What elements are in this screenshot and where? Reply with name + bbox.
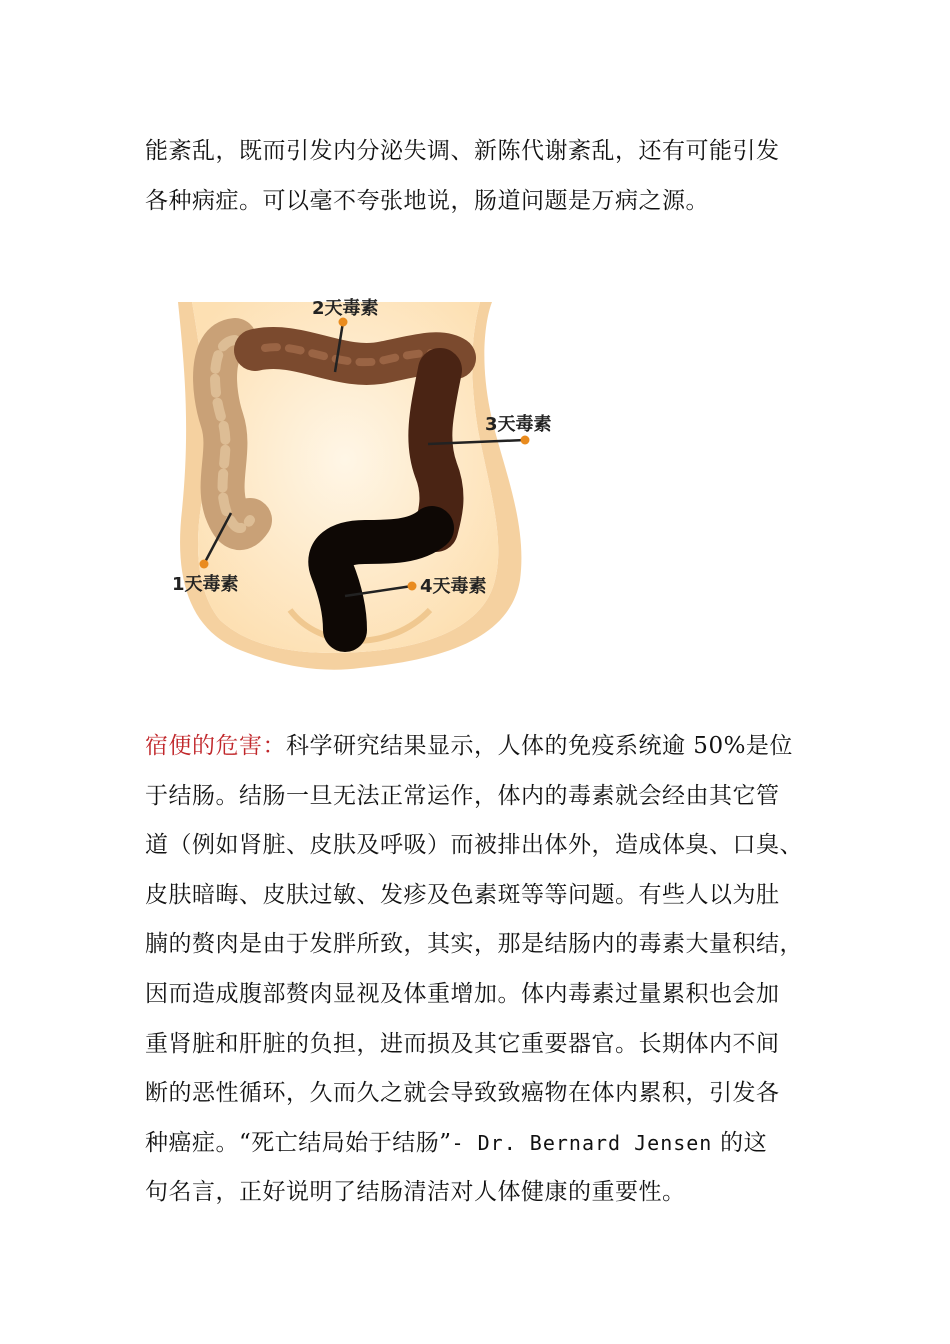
harm-line-5: 腩的赘肉是由于发胖所致，其实，那是结肠内的毒素大量积结， (145, 931, 803, 958)
harm-line-8: 断的恶性循环，久而久之就会导致致癌物在体内累积，引发各 (145, 1080, 780, 1107)
descending-colon (430, 370, 441, 530)
harm-line-9-pre: 种癌症。“死亡结局始于结肠” (145, 1129, 452, 1156)
harm-line-1-text: 科学研究结果显示，人体的免疫系统逾 50%是位 (286, 733, 793, 759)
harm-line-6: 因而造成腹部赘肉显视及体重增加。体内毒素过量累积也会加 (145, 980, 780, 1007)
harm-line-3: 道（例如肾脏、皮肤及呼吸）而被排出体外，造成体臭、口臭、 (145, 832, 803, 859)
harm-line-4: 皮肤暗晦、皮肤过敏、发疹及色素斑等等问题。有些人以为肚 (145, 881, 780, 908)
label-day-4: 4天毒素 (420, 576, 487, 597)
harm-line-7: 重肾脏和肝脏的负担，进而损及其它重要器官。长期体内不间 (145, 1030, 780, 1057)
harm-line-9-post: 的这 (712, 1129, 768, 1156)
harm-heading: 宿便的危害： (145, 733, 286, 759)
quote-attribution: - Dr. Bernard Jensen (451, 1130, 713, 1155)
label-day-1: 1天毒素 (172, 574, 239, 595)
label-day-3: 3天毒素 (485, 414, 552, 435)
harm-line-1 (145, 722, 815, 772)
harm-line-9 (145, 1119, 815, 1169)
harm-paragraph (145, 722, 815, 1218)
label-day-2: 2天毒素 (312, 298, 379, 319)
harm-line-10: 句名言，正好说明了结肠清洁对人体健康的重要性。 (145, 1179, 686, 1206)
intro-line-1: 能紊乱，既而引发内分泌失调、新陈代谢紊乱，还有可能引发 (145, 138, 780, 164)
colon-toxin-diagram (140, 280, 570, 680)
intro-line-2: 各种病症。可以毫不夸张地说，肠道问题是万病之源。 (145, 187, 709, 214)
intro-paragraph (145, 127, 815, 226)
harm-line-2: 于结肠。结肠一旦无法正常运作，体内的毒素就会经由其它管 (145, 782, 780, 809)
